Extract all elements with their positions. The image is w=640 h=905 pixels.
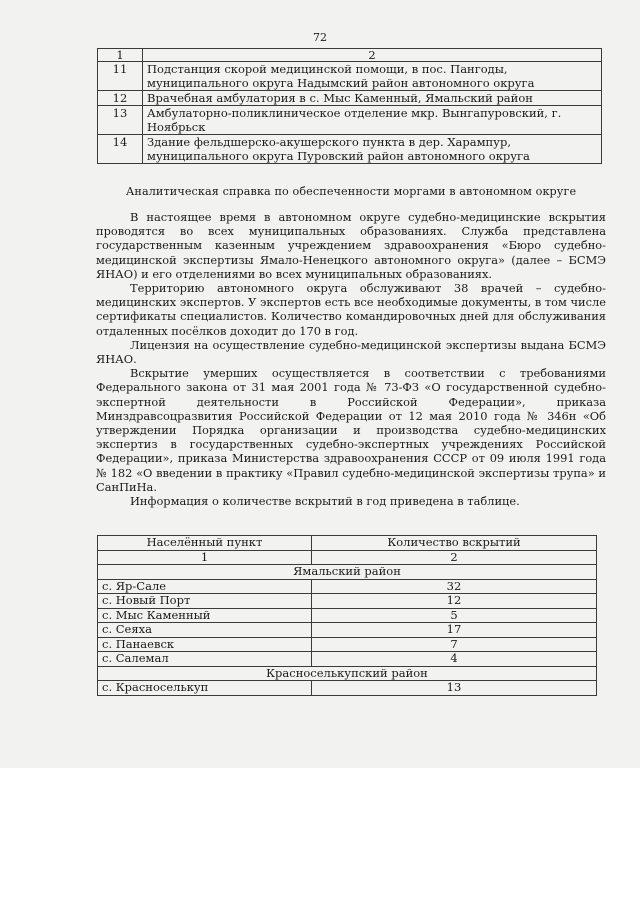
paragraph: Лицензия на осуществление судебно-медицинской экспертизы выдана БСМЭ ЯНАО.: [96, 337, 606, 367]
settlement-cell: с. Красноселькуп: [98, 681, 312, 696]
row-text: Подстанция скорой медицинской помощи, в пос. Пангоды, муниципального округа Надымский район автономного округа: [143, 62, 602, 91]
row-text: Врачебная амбулатория в с. Мыс Каменный, Ямальский район: [143, 91, 602, 106]
table-row: [98, 594, 597, 609]
region-row: [98, 565, 597, 580]
header-cell: 2: [143, 49, 602, 62]
paragraph: Вскрытие умерших осуществляется в соответствии с требованиями Федерального закона от 31 мая 2001 года № 73-ФЗ «О государственной судебно-экспертной деятельности в Российской Федерации», приказа Минздравсоцразвития Российской Федерации от 12 мая 2010 года № 346н «Об утверждении Порядка организации и производства судебно-медицинских экспертиз в государственных судебно-экспертных учреждениях Российской Федерации», приказа Министерства здравоохранения СССР от 09 июля 1991 года № 182 «О введении в практику «Правил судебно-медицинской экспертизы трупа» и СанПиНа.: [96, 366, 606, 494]
region-row: [98, 666, 597, 681]
count-cell: 13: [312, 681, 597, 696]
index-row: [98, 550, 597, 565]
header-count: Количество вскрытий: [312, 536, 597, 551]
body-text: [96, 210, 606, 508]
row-number: 11: [98, 62, 143, 91]
count-cell: 7: [312, 637, 597, 652]
table-row: [98, 623, 597, 638]
count-cell: 32: [312, 579, 597, 594]
table-row: [98, 652, 597, 667]
row-number: 13: [98, 106, 143, 135]
table-row: [98, 579, 597, 594]
settlement-cell: с. Панаевск: [98, 637, 312, 652]
table-header-row: [98, 536, 597, 551]
table-header-row: [98, 49, 602, 62]
header-settlement: Населённый пункт: [98, 536, 312, 551]
table-row: [98, 637, 597, 652]
page-number: 72: [313, 31, 327, 44]
count-cell: 17: [312, 623, 597, 638]
count-cell: 5: [312, 608, 597, 623]
row-text: Амбулаторно-поликлиническое отделение мкр. Вынгапуровский, г. Ноябрьск: [143, 106, 602, 135]
row-number: 12: [98, 91, 143, 106]
settlement-cell: с. Салемал: [98, 652, 312, 667]
index-cell: 1: [98, 550, 312, 565]
autopsy-table: [97, 535, 597, 696]
table-row: [98, 608, 597, 623]
section-heading: Аналитическая справка по обеспеченности моргами в автономном округе: [125, 185, 577, 198]
table-row: [98, 135, 602, 164]
index-cell: 2: [312, 550, 597, 565]
settlement-cell: с. Новый Порт: [98, 594, 312, 609]
table-row: [98, 681, 597, 696]
paragraph: В настоящее время в автономном округе судебно-медицинские вскрытия проводятся во всех муниципальных образованиях. Служба представлена государственным казенным учреждением здравоохранения «Бюро судебно-медицинской экспертизы Ямало-Ненецкого автономного округа» (далее – БСМЭ ЯНАО) и его отделениями во всех муниципальных образованиях.: [96, 210, 606, 281]
table-row: [98, 106, 602, 135]
table-row: [98, 91, 602, 106]
count-cell: 4: [312, 652, 597, 667]
facilities-table: [97, 48, 602, 164]
settlement-cell: с. Яр-Сале: [98, 579, 312, 594]
header-cell: 1: [98, 49, 143, 62]
paragraph: Территорию автономного округа обслуживают 38 врачей – судебно-медицинских экспертов. У экспертов есть все необходимые документы, в том числе сертификаты специалистов. Количество командировочных дней для обслуживания отдаленных посёлков доходит до 170 в год.: [96, 281, 606, 338]
row-number: 14: [98, 135, 143, 164]
paragraph: Информация о количестве вскрытий в год приведена в таблице.: [130, 494, 520, 509]
settlement-cell: с. Сеяха: [98, 623, 312, 638]
settlement-cell: с. Мыс Каменный: [98, 608, 312, 623]
region-yamal: Ямальский район: [98, 565, 597, 580]
row-text: Здание фельдшерско-акушерского пункта в дер. Харампур, муниципального округа Пуровский район автономного округа: [143, 135, 602, 164]
table-row: [98, 62, 602, 91]
count-cell: 12: [312, 594, 597, 609]
region-krasnoselkup: Красноселькупский район: [98, 666, 597, 681]
